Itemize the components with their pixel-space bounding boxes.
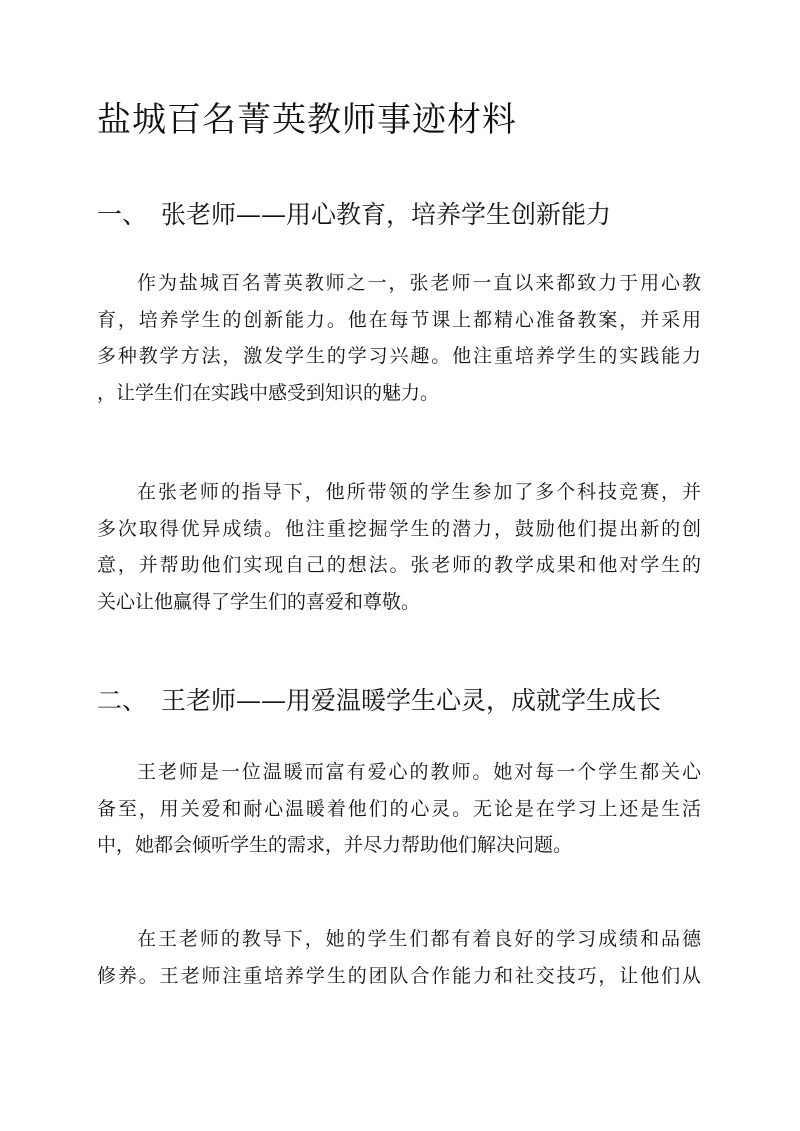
section-heading-text: 王老师——用爱温暖学生心灵，成就学生成长: [161, 686, 662, 715]
section-heading: [97, 197, 611, 233]
paragraph-line: 作为盐城百名菁英教师之一，张老师一直以来都致力于用心教: [137, 272, 701, 294]
paragraph-line: 关心让他赢得了学生们的喜爱和尊敬。: [97, 590, 421, 613]
paragraph-line: 意，并帮助他们实现自己的想法。张老师的教学成果和他对学生的: [97, 554, 701, 576]
paragraph-line: 修养。王老师注重培养学生的团队合作能力和社交技巧，让他们从: [97, 964, 701, 987]
paragraph-line: 中，她都会倾听学生的需求，并尽力帮助他们解决问题。: [97, 834, 573, 856]
paragraph-line: 在张老师的指导下，他所带领的学生参加了多个科技竞赛，并: [137, 481, 701, 503]
section-number: 二、: [97, 686, 148, 715]
paragraph-line: 王老师是一位温暖而富有爱心的教师。她对每一个学生都关心: [137, 761, 701, 783]
paragraph-line: 多种教学方法，激发学生的学习兴趣。他注重培养学生的实践能力: [97, 345, 701, 367]
paragraph: [97, 754, 701, 864]
section-heading: [97, 683, 661, 719]
paragraph-line: 育，培养学生的创新能力。他在每节课上都精心准备教案，并采用: [97, 308, 701, 331]
paragraph-line: 多次取得优异成绩。他注重挖掘学生的潜力，鼓励他们提出新的创: [97, 517, 701, 540]
paragraph-line: 在王老师的教导下，她的学生们都有着良好的学习成绩和品德: [137, 928, 701, 950]
paragraph-line: ，让学生们在实践中感受到知识的魅力。: [97, 381, 440, 404]
paragraph: [97, 474, 701, 620]
document-title: 盐城百名菁英教师事迹材料: [97, 100, 517, 140]
section-number: 一、: [97, 200, 148, 229]
paragraph-line: 备至，用关爱和耐心温暖着他们的心灵。无论是在学习上还是生活: [97, 797, 701, 820]
paragraph: [97, 921, 701, 994]
section-heading-text: 张老师——用心教育，培养学生创新能力: [161, 200, 612, 229]
paragraph: [97, 265, 701, 411]
